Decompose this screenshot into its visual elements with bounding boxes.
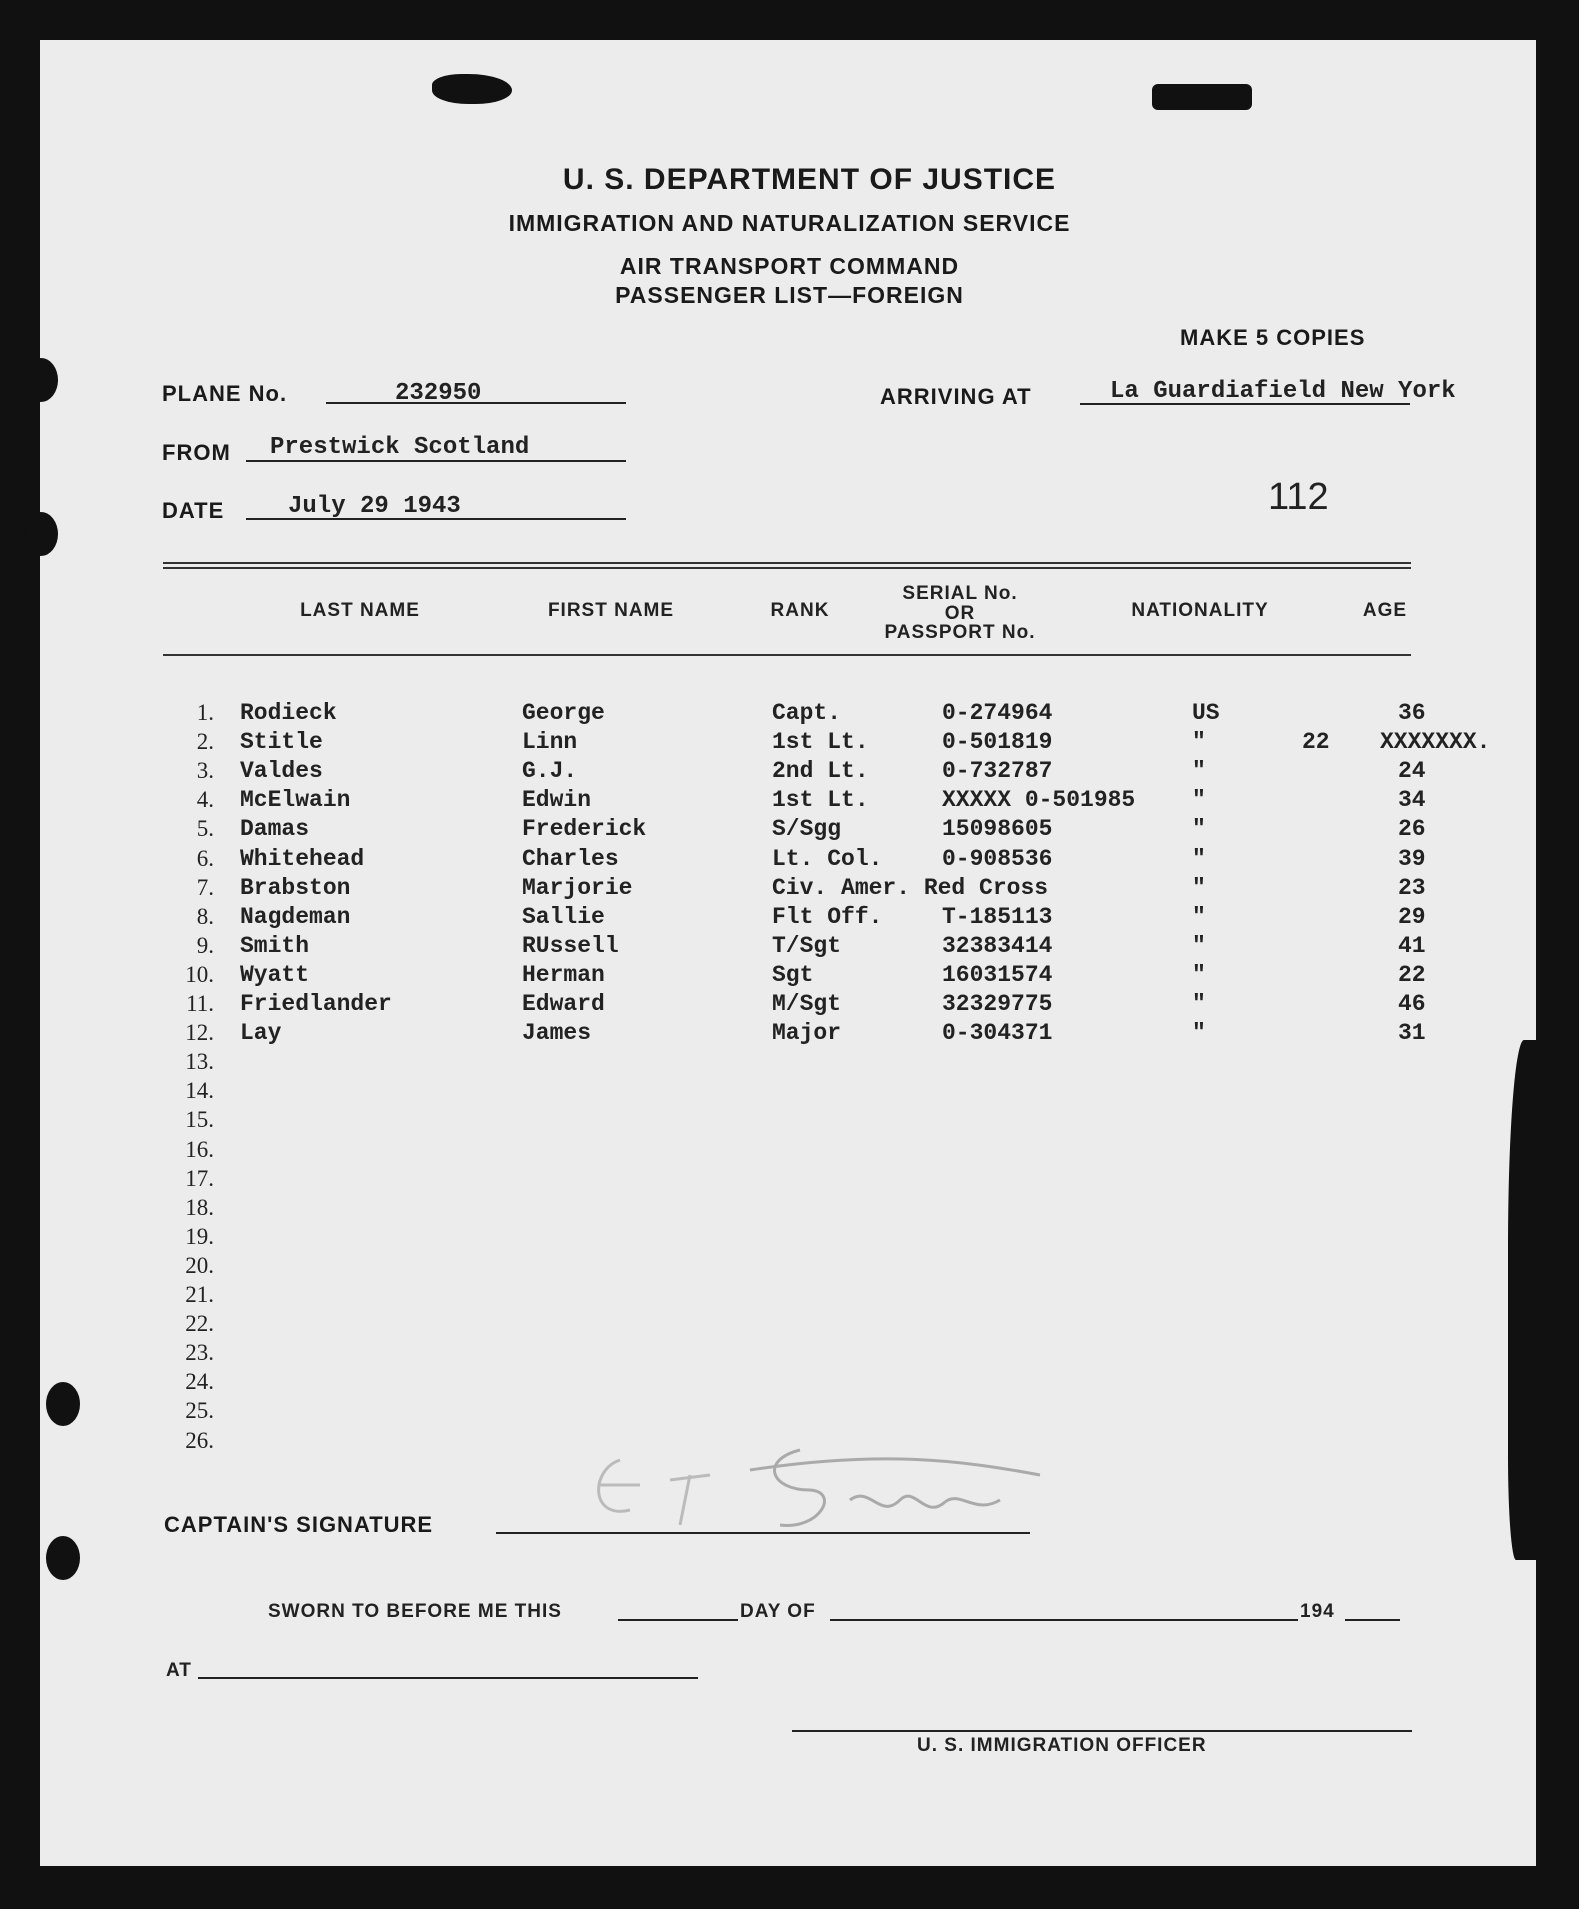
row-number: 16. bbox=[185, 1137, 214, 1162]
rank-cell: Major bbox=[772, 1020, 842, 1046]
nationality-cell: " bbox=[1192, 758, 1206, 784]
serial-cell: 0-732787 bbox=[942, 758, 1053, 784]
punch-hole bbox=[24, 358, 58, 402]
age-cell: 24 bbox=[1398, 758, 1426, 784]
col-last-name: LAST NAME bbox=[300, 600, 420, 621]
col-age: AGE bbox=[1362, 600, 1408, 621]
last-name-cell: Lay bbox=[240, 1020, 282, 1046]
punch-hole bbox=[46, 1382, 80, 1426]
redaction-mark bbox=[1152, 84, 1252, 110]
last-name-cell: Stitle bbox=[240, 729, 323, 755]
rank-cell: 2nd Lt. bbox=[772, 758, 869, 784]
row-number: 5. bbox=[196, 816, 214, 841]
paper-edge-tear bbox=[1508, 1040, 1548, 1560]
officer-signature-line bbox=[792, 1730, 1412, 1732]
first-name-cell: RUssell bbox=[522, 933, 619, 959]
serial-cell: 0-304371 bbox=[942, 1020, 1053, 1046]
row-number: 17. bbox=[185, 1166, 214, 1191]
plane-label: PLANE No. bbox=[162, 381, 288, 406]
col-nationality: NATIONALITY bbox=[1131, 600, 1269, 621]
rank-cell: Civ. Amer. Red Cross bbox=[772, 875, 1049, 901]
date-label: DATE bbox=[162, 498, 225, 523]
nationality-cell: " bbox=[1192, 962, 1206, 988]
last-name-cell: Whitehead bbox=[240, 846, 365, 872]
rank-cell: T/Sgt bbox=[772, 933, 842, 959]
row-number: 1. bbox=[196, 700, 214, 725]
table-top-rule bbox=[163, 567, 1411, 569]
age-cell: 23 bbox=[1398, 875, 1426, 901]
age-cell: 39 bbox=[1398, 846, 1426, 872]
officer-label: U. S. IMMIGRATION OFFICER bbox=[917, 1735, 1207, 1756]
arriving-value: La Guardiafield New York bbox=[1110, 378, 1456, 405]
col-rank: RANK bbox=[770, 600, 830, 621]
nationality-cell: " bbox=[1192, 1020, 1206, 1046]
row-number: 15. bbox=[185, 1107, 214, 1132]
first-name-cell: Sallie bbox=[522, 904, 605, 930]
captain-signature bbox=[580, 1430, 1050, 1540]
at-line bbox=[198, 1677, 698, 1679]
serial-cell: 0-274964 bbox=[942, 700, 1053, 726]
serial-cell: 0-501819 bbox=[942, 729, 1053, 755]
age-cell: 31 bbox=[1398, 1020, 1426, 1046]
row-number: 4. bbox=[196, 787, 214, 812]
last-name-cell: Wyatt bbox=[240, 962, 310, 988]
plane-value: 232950 bbox=[395, 380, 482, 407]
department-title: U. S. DEPARTMENT OF JUSTICE bbox=[562, 163, 1057, 196]
first-name-cell: Marjorie bbox=[522, 875, 633, 901]
punch-hole bbox=[24, 512, 58, 556]
rank-cell: 1st Lt. bbox=[772, 787, 869, 813]
serial-cell: XXXXX 0-501985 bbox=[942, 787, 1136, 813]
last-name-cell: McElwain bbox=[240, 787, 351, 813]
rank-cell: Capt. bbox=[772, 700, 842, 726]
last-name-cell: Brabston bbox=[240, 875, 351, 901]
sworn-label: SWORN TO BEFORE ME THIS bbox=[268, 1601, 562, 1622]
age-cell: 22 bbox=[1398, 962, 1426, 988]
row-number: 22. bbox=[185, 1311, 214, 1336]
redaction-mark bbox=[432, 74, 512, 104]
last-name-cell: Damas bbox=[240, 816, 310, 842]
serial-cell: 32383414 bbox=[942, 933, 1053, 959]
rank-cell: Sgt bbox=[772, 962, 814, 988]
nationality-cell: " bbox=[1192, 729, 1206, 755]
row-number: 12. bbox=[185, 1020, 214, 1045]
first-name-cell: Herman bbox=[522, 962, 605, 988]
copies-note: MAKE 5 COPIES bbox=[1180, 325, 1366, 350]
nationality-cell: " bbox=[1192, 846, 1206, 872]
row-number: 26. bbox=[185, 1428, 214, 1453]
service-title: IMMIGRATION AND NATURALIZATION SERVICE bbox=[508, 210, 1071, 236]
rank-cell: 1st Lt. bbox=[772, 729, 869, 755]
list-title: PASSENGER LIST—FOREIGN bbox=[615, 282, 964, 308]
row-number: 10. bbox=[185, 962, 214, 987]
row-number: 14. bbox=[185, 1078, 214, 1103]
nationality-cell: " bbox=[1192, 933, 1206, 959]
last-name-cell: Friedlander bbox=[240, 991, 392, 1017]
age-cell: 29 bbox=[1398, 904, 1426, 930]
row-number: 3. bbox=[196, 758, 214, 783]
year-line bbox=[1345, 1619, 1400, 1621]
serial-cell: 32329775 bbox=[942, 991, 1053, 1017]
age-cell: 36 bbox=[1398, 700, 1426, 726]
row-number: 11. bbox=[186, 991, 214, 1016]
year-label: 194 bbox=[1300, 1601, 1335, 1622]
row-number: 19. bbox=[185, 1224, 214, 1249]
command-title: AIR TRANSPORT COMMAND bbox=[619, 253, 960, 279]
row-number: 24. bbox=[185, 1369, 214, 1394]
serial-cell: 15098605 bbox=[942, 816, 1053, 842]
table-top-rule bbox=[163, 562, 1411, 564]
first-name-cell: George bbox=[522, 700, 605, 726]
row-number: 13. bbox=[185, 1049, 214, 1074]
extra-value-cell: 22 bbox=[1302, 729, 1330, 755]
col-serial-or: OR bbox=[944, 603, 976, 624]
age-cell: 46 bbox=[1398, 991, 1426, 1017]
first-name-cell: Edward bbox=[522, 991, 605, 1017]
day-of-label: DAY OF bbox=[740, 1601, 816, 1622]
last-name-cell: Valdes bbox=[240, 758, 323, 784]
col-first-name: FIRST NAME bbox=[547, 600, 675, 621]
sworn-day-line bbox=[618, 1619, 738, 1621]
nationality-cell: US bbox=[1192, 700, 1220, 726]
from-label: FROM bbox=[162, 440, 231, 465]
first-name-cell: James bbox=[522, 1020, 592, 1046]
from-value: Prestwick Scotland bbox=[270, 434, 530, 461]
nationality-cell: " bbox=[1192, 991, 1206, 1017]
row-number: 9. bbox=[196, 933, 214, 958]
row-number: 21. bbox=[185, 1282, 214, 1307]
row-number: 20. bbox=[185, 1253, 214, 1278]
nationality-cell: " bbox=[1192, 816, 1206, 842]
first-name-cell: G.J. bbox=[522, 758, 578, 784]
at-label: AT bbox=[166, 1660, 192, 1681]
age-cell: 34 bbox=[1398, 787, 1426, 813]
captain-signature-label: CAPTAIN'S SIGNATURE bbox=[164, 1512, 434, 1537]
rank-cell: M/Sgt bbox=[772, 991, 842, 1017]
row-number: 2. bbox=[196, 729, 214, 754]
nationality-cell: " bbox=[1192, 787, 1206, 813]
punch-hole bbox=[46, 1536, 80, 1580]
nationality-cell: " bbox=[1192, 904, 1206, 930]
row-number: 8. bbox=[196, 904, 214, 929]
row-number: 18. bbox=[185, 1195, 214, 1220]
first-name-cell: Linn bbox=[522, 729, 578, 755]
col-serial: SERIAL No. bbox=[902, 583, 1018, 604]
age-cell: 41 bbox=[1398, 933, 1426, 959]
age-cell: XXXXXXX. bbox=[1380, 729, 1491, 755]
first-name-cell: Charles bbox=[522, 846, 619, 872]
rank-cell: S/Sgg bbox=[772, 816, 842, 842]
row-number: 7. bbox=[196, 875, 214, 900]
day-of-line bbox=[830, 1619, 1298, 1621]
arriving-label: ARRIVING AT bbox=[880, 384, 1032, 409]
col-passport: PASSPORT No. bbox=[884, 622, 1036, 643]
last-name-cell: Nagdeman bbox=[240, 904, 351, 930]
last-name-cell: Smith bbox=[240, 933, 310, 959]
rank-cell: Lt. Col. bbox=[772, 846, 883, 872]
table-header-rule bbox=[163, 654, 1411, 656]
nationality-cell: " bbox=[1192, 875, 1206, 901]
first-name-cell: Edwin bbox=[522, 787, 592, 813]
serial-cell: 16031574 bbox=[942, 962, 1053, 988]
first-name-cell: Frederick bbox=[522, 816, 647, 842]
last-name-cell: Rodieck bbox=[240, 700, 337, 726]
row-number: 23. bbox=[185, 1340, 214, 1365]
row-number: 25. bbox=[185, 1398, 214, 1423]
rank-cell: Flt Off. bbox=[772, 904, 883, 930]
age-cell: 26 bbox=[1398, 816, 1426, 842]
row-number: 6. bbox=[196, 846, 214, 871]
page-number: 112 bbox=[1268, 476, 1329, 518]
date-value: July 29 1943 bbox=[288, 493, 461, 520]
serial-cell: T-185113 bbox=[942, 904, 1053, 930]
serial-cell: 0-908536 bbox=[942, 846, 1053, 872]
